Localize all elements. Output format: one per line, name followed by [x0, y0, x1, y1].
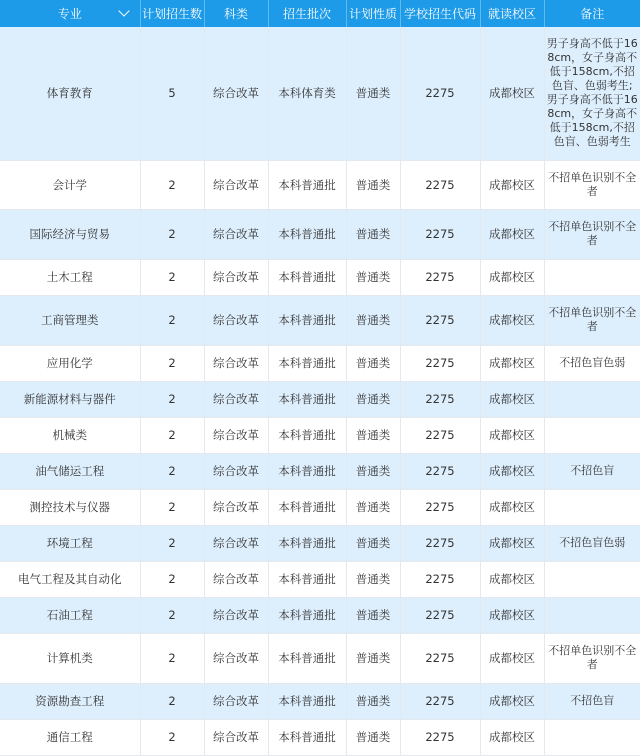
table-row: [0, 27, 640, 160]
batch-cell: 本科普通批: [268, 561, 346, 597]
table-row: [0, 683, 640, 719]
code-cell: 2275: [400, 633, 480, 683]
code-cell: 2275: [400, 381, 480, 417]
header-major-label: 专业: [57, 7, 82, 21]
nature-cell: 普通类: [346, 597, 400, 633]
major-cell: 通信工程: [0, 719, 140, 755]
table-body: [0, 27, 640, 755]
note-cell: 不招单色识别不全者: [544, 160, 640, 209]
header-code: 学校招生代码: [400, 0, 480, 27]
category-cell: 综合改革: [204, 381, 268, 417]
major-cell: 石油工程: [0, 597, 140, 633]
category-cell: 综合改革: [204, 597, 268, 633]
table-row: [0, 489, 640, 525]
category-cell: 综合改革: [204, 683, 268, 719]
major-cell: 会计学: [0, 160, 140, 209]
code-cell: 2275: [400, 719, 480, 755]
count-cell: 2: [140, 597, 204, 633]
note-cell: 不招单色识别不全者: [544, 295, 640, 345]
major-cell: 体育教育: [0, 27, 140, 160]
code-cell: 2275: [400, 295, 480, 345]
count-cell: 2: [140, 209, 204, 259]
nature-cell: 普通类: [346, 27, 400, 160]
campus-cell: 成都校区: [480, 27, 544, 160]
code-cell: 2275: [400, 597, 480, 633]
table-row: [0, 597, 640, 633]
batch-cell: 本科普通批: [268, 633, 346, 683]
category-cell: 综合改革: [204, 27, 268, 160]
batch-cell: 本科普通批: [268, 453, 346, 489]
campus-cell: 成都校区: [480, 597, 544, 633]
nature-cell: 普通类: [346, 561, 400, 597]
category-cell: 综合改革: [204, 417, 268, 453]
table-row: [0, 381, 640, 417]
batch-cell: 本科普通批: [268, 160, 346, 209]
category-cell: 综合改革: [204, 345, 268, 381]
header-category: 科类: [204, 0, 268, 27]
header-nature: 计划性质: [346, 0, 400, 27]
major-cell: 新能源材料与器件: [0, 381, 140, 417]
nature-cell: 普通类: [346, 259, 400, 295]
code-cell: 2275: [400, 27, 480, 160]
campus-cell: 成都校区: [480, 381, 544, 417]
campus-cell: 成都校区: [480, 525, 544, 561]
header-count: 计划招生数: [140, 0, 204, 27]
count-cell: 2: [140, 719, 204, 755]
nature-cell: 普通类: [346, 209, 400, 259]
note-cell: 不招单色识别不全者: [544, 209, 640, 259]
table-row: [0, 525, 640, 561]
count-cell: 2: [140, 525, 204, 561]
category-cell: 综合改革: [204, 489, 268, 525]
nature-cell: 普通类: [346, 719, 400, 755]
batch-cell: 本科普通批: [268, 259, 346, 295]
category-cell: 综合改革: [204, 561, 268, 597]
major-cell: 环境工程: [0, 525, 140, 561]
category-cell: 综合改革: [204, 295, 268, 345]
note-cell: [544, 381, 640, 417]
batch-cell: 本科普通批: [268, 295, 346, 345]
note-cell: 不招单色识别不全者: [544, 633, 640, 683]
header-campus: 就读校区: [480, 0, 544, 27]
note-cell: [544, 561, 640, 597]
table-row: [0, 719, 640, 755]
campus-cell: 成都校区: [480, 683, 544, 719]
nature-cell: 普通类: [346, 489, 400, 525]
table-row: [0, 561, 640, 597]
campus-cell: 成都校区: [480, 417, 544, 453]
major-cell: 资源勘查工程: [0, 683, 140, 719]
category-cell: 综合改革: [204, 633, 268, 683]
code-cell: 2275: [400, 259, 480, 295]
batch-cell: 本科普通批: [268, 683, 346, 719]
count-cell: 2: [140, 381, 204, 417]
count-cell: 2: [140, 160, 204, 209]
nature-cell: 普通类: [346, 295, 400, 345]
table-row: [0, 259, 640, 295]
count-cell: 2: [140, 295, 204, 345]
code-cell: 2275: [400, 453, 480, 489]
count-cell: 2: [140, 345, 204, 381]
code-cell: 2275: [400, 683, 480, 719]
batch-cell: 本科体育类: [268, 27, 346, 160]
note-cell: [544, 259, 640, 295]
header-major[interactable]: [0, 0, 140, 27]
code-cell: 2275: [400, 561, 480, 597]
code-cell: 2275: [400, 209, 480, 259]
chevron-down-icon[interactable]: [118, 5, 129, 16]
major-cell: 国际经济与贸易: [0, 209, 140, 259]
table-header: [0, 0, 640, 27]
count-cell: 2: [140, 453, 204, 489]
count-cell: 2: [140, 259, 204, 295]
batch-cell: 本科普通批: [268, 719, 346, 755]
major-cell: 电气工程及其自动化: [0, 561, 140, 597]
major-cell: 土木工程: [0, 259, 140, 295]
campus-cell: 成都校区: [480, 561, 544, 597]
table-row: [0, 417, 640, 453]
count-cell: 2: [140, 633, 204, 683]
header-batch: 招生批次: [268, 0, 346, 27]
campus-cell: 成都校区: [480, 633, 544, 683]
note-cell: 不招色盲: [544, 683, 640, 719]
campus-cell: 成都校区: [480, 345, 544, 381]
major-cell: 应用化学: [0, 345, 140, 381]
nature-cell: 普通类: [346, 345, 400, 381]
note-cell: 不招色盲: [544, 453, 640, 489]
batch-cell: 本科普通批: [268, 489, 346, 525]
batch-cell: 本科普通批: [268, 525, 346, 561]
major-cell: 油气储运工程: [0, 453, 140, 489]
count-cell: 2: [140, 489, 204, 525]
batch-cell: 本科普通批: [268, 597, 346, 633]
note-cell: [544, 719, 640, 755]
batch-cell: 本科普通批: [268, 209, 346, 259]
count-cell: 2: [140, 683, 204, 719]
table-row: [0, 633, 640, 683]
batch-cell: 本科普通批: [268, 381, 346, 417]
nature-cell: 普通类: [346, 683, 400, 719]
code-cell: 2275: [400, 489, 480, 525]
note-cell: [544, 489, 640, 525]
code-cell: 2275: [400, 160, 480, 209]
table-row: [0, 453, 640, 489]
nature-cell: 普通类: [346, 160, 400, 209]
table-row: [0, 345, 640, 381]
code-cell: 2275: [400, 417, 480, 453]
note-cell: 不招色盲色弱: [544, 525, 640, 561]
nature-cell: 普通类: [346, 525, 400, 561]
count-cell: 5: [140, 27, 204, 160]
batch-cell: 本科普通批: [268, 345, 346, 381]
major-cell: 工商管理类: [0, 295, 140, 345]
major-cell: 测控技术与仪器: [0, 489, 140, 525]
code-cell: 2275: [400, 345, 480, 381]
code-cell: 2275: [400, 525, 480, 561]
header-row: [0, 0, 640, 27]
category-cell: 综合改革: [204, 453, 268, 489]
nature-cell: 普通类: [346, 381, 400, 417]
campus-cell: 成都校区: [480, 209, 544, 259]
category-cell: 综合改革: [204, 719, 268, 755]
table-row: [0, 160, 640, 209]
major-cell: 机械类: [0, 417, 140, 453]
note-cell: [544, 417, 640, 453]
nature-cell: 普通类: [346, 453, 400, 489]
category-cell: 综合改革: [204, 525, 268, 561]
batch-cell: 本科普通批: [268, 417, 346, 453]
header-note: 备注: [580, 7, 605, 21]
count-cell: 2: [140, 417, 204, 453]
campus-cell: 成都校区: [480, 259, 544, 295]
category-cell: 综合改革: [204, 209, 268, 259]
campus-cell: 成都校区: [480, 489, 544, 525]
category-cell: 综合改革: [204, 160, 268, 209]
note-cell: 男子身高不低于168cm，女子身高不低于158cm,不招色盲、色弱考生;男子身高不低于168cm，女子身高不低于158cm,不招色盲、色弱考生: [544, 27, 640, 160]
nature-cell: 普通类: [346, 417, 400, 453]
count-cell: 2: [140, 561, 204, 597]
campus-cell: 成都校区: [480, 719, 544, 755]
nature-cell: 普通类: [346, 633, 400, 683]
note-cell: 不招色盲色弱: [544, 345, 640, 381]
major-cell: 计算机类: [0, 633, 140, 683]
note-cell: [544, 597, 640, 633]
campus-cell: 成都校区: [480, 160, 544, 209]
campus-cell: 成都校区: [480, 453, 544, 489]
campus-cell: 成都校区: [480, 295, 544, 345]
category-cell: 综合改革: [204, 259, 268, 295]
table-row: [0, 295, 640, 345]
table-row: [0, 209, 640, 259]
